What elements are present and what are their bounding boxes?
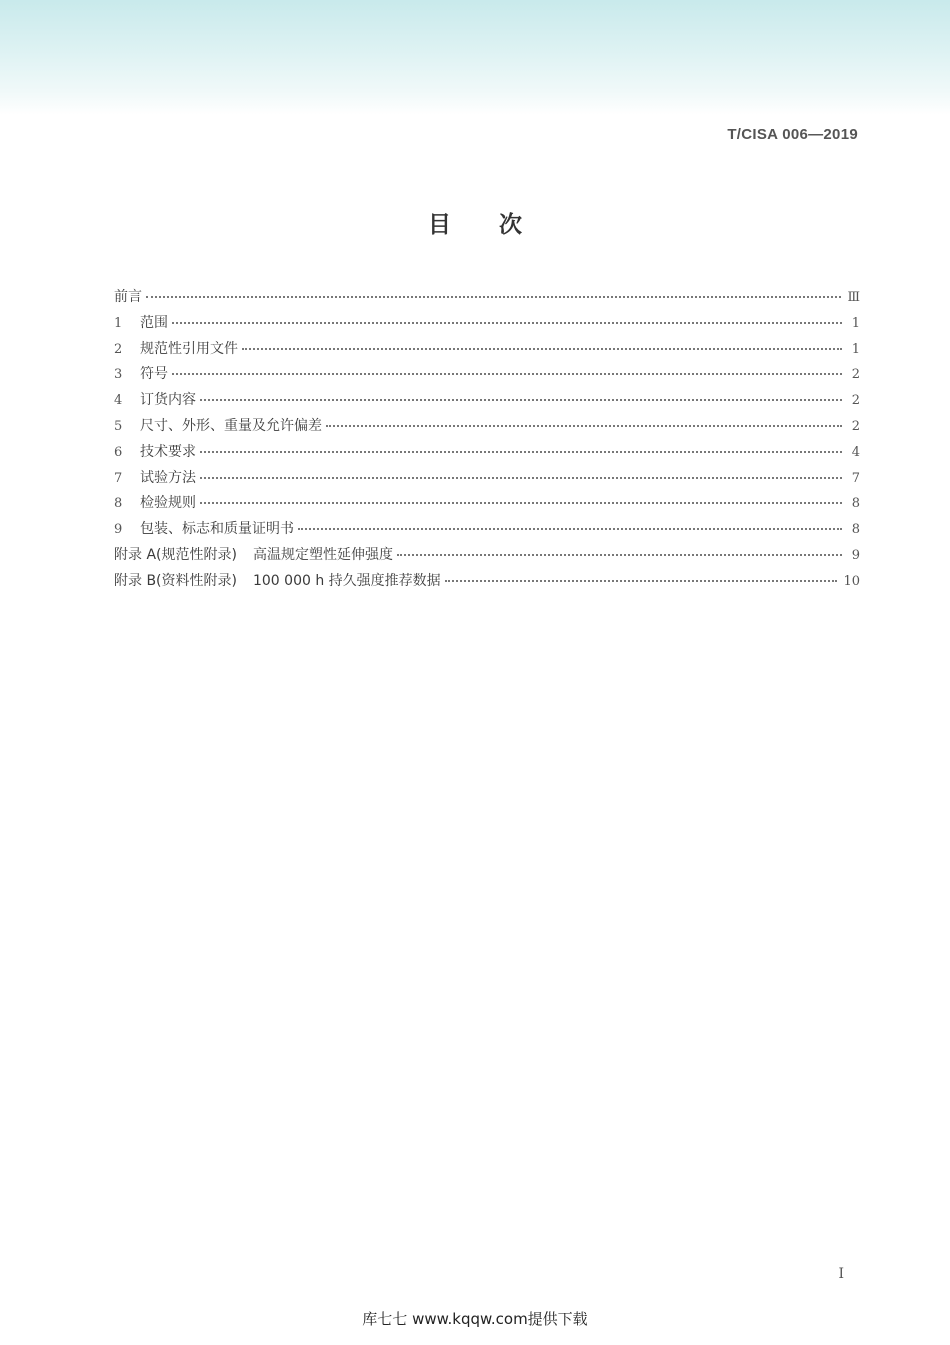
toc-entry-label: 检验规则 <box>140 495 196 512</box>
toc-entry-dimensions[interactable] <box>114 415 860 441</box>
scan-top-band <box>0 0 950 115</box>
toc-entry-inspection-rules[interactable] <box>114 492 860 518</box>
dot-leader <box>172 321 842 324</box>
dot-leader <box>200 398 842 401</box>
toc-entry-symbols[interactable] <box>114 363 860 389</box>
toc-entry-page: 1 <box>851 341 860 357</box>
toc-entry-label: 前言 <box>114 289 142 305</box>
page-title: 目次 <box>428 212 570 238</box>
toc-entry-label: 订货内容 <box>140 392 196 409</box>
toc-entry-page: 7 <box>851 470 860 486</box>
appendix-title: 高温规定塑性延伸强度 <box>252 546 393 563</box>
dot-leader <box>200 476 842 479</box>
dot-leader <box>200 450 842 453</box>
toc-entry-page: 4 <box>851 444 860 460</box>
appendix-label: 附录 A(规范性附录) <box>114 546 237 563</box>
table-of-contents <box>114 286 860 596</box>
toc-entry-page: 8 <box>851 496 860 512</box>
toc-entry-page: 2 <box>851 393 860 409</box>
toc-entry-label: 尺寸、外形、重量及允许偏差 <box>140 417 322 434</box>
toc-entry-label: 试验方法 <box>140 469 196 486</box>
toc-entry-page: 1 <box>851 315 860 331</box>
download-source-note: 库七七 www.kqqw.com提供下载 <box>362 1310 588 1328</box>
toc-entry-label <box>114 570 441 590</box>
toc-entry-appendix-a[interactable] <box>114 544 860 570</box>
appendix-label: 附录 B(资料性附录) <box>114 572 237 589</box>
dot-leader <box>242 347 842 350</box>
toc-entry-page: 2 <box>851 418 860 434</box>
toc-entry-number: 7 <box>114 470 123 486</box>
toc-entry-label: 规范性引用文件 <box>140 340 238 357</box>
toc-entry-page: 8 <box>851 522 860 538</box>
toc-entry-number: 4 <box>114 393 123 409</box>
toc-entry-number: 3 <box>114 367 123 383</box>
toc-entry-normative-references[interactable] <box>114 338 860 364</box>
toc-entry-label: 技术要求 <box>140 443 196 460</box>
dot-leader <box>445 579 838 582</box>
toc-entry-number: 9 <box>114 522 123 538</box>
toc-entry-label: 包装、标志和质量证明书 <box>140 521 294 538</box>
toc-entry-test-methods[interactable] <box>114 467 860 493</box>
appendix-title: 100 000 h 持久强度推荐数据 <box>252 572 441 589</box>
toc-entry-number: 6 <box>114 444 123 460</box>
dot-leader <box>200 501 842 504</box>
toc-entry-number: 8 <box>114 496 123 512</box>
dot-leader <box>326 424 842 427</box>
toc-entry-appendix-b[interactable] <box>114 570 860 596</box>
dot-leader <box>172 372 842 375</box>
toc-entry-packaging[interactable] <box>114 518 860 544</box>
toc-entry-number: 2 <box>114 341 123 357</box>
toc-entry-label: 符号 <box>140 366 168 383</box>
toc-entry-number: 1 <box>114 315 123 331</box>
toc-entry-technical-requirements[interactable] <box>114 441 860 467</box>
toc-entry-label: 范围 <box>140 314 168 331</box>
page-number: I <box>838 1266 844 1282</box>
toc-entry-label <box>114 544 393 564</box>
dot-leader <box>298 527 842 530</box>
toc-entry-number: 5 <box>114 418 123 434</box>
dot-leader <box>397 553 842 556</box>
standard-code: T/CISA 006—2019 <box>727 126 858 143</box>
toc-entry-page: Ⅲ <box>847 290 860 305</box>
toc-entry-page: 10 <box>843 573 860 589</box>
toc-entry-ordering[interactable] <box>114 389 860 415</box>
toc-entry-page: 2 <box>851 367 860 383</box>
toc-entry-scope[interactable] <box>114 312 860 338</box>
toc-entry-foreword[interactable] <box>114 286 860 312</box>
toc-entry-page: 9 <box>851 547 860 563</box>
dot-leader <box>146 295 841 298</box>
